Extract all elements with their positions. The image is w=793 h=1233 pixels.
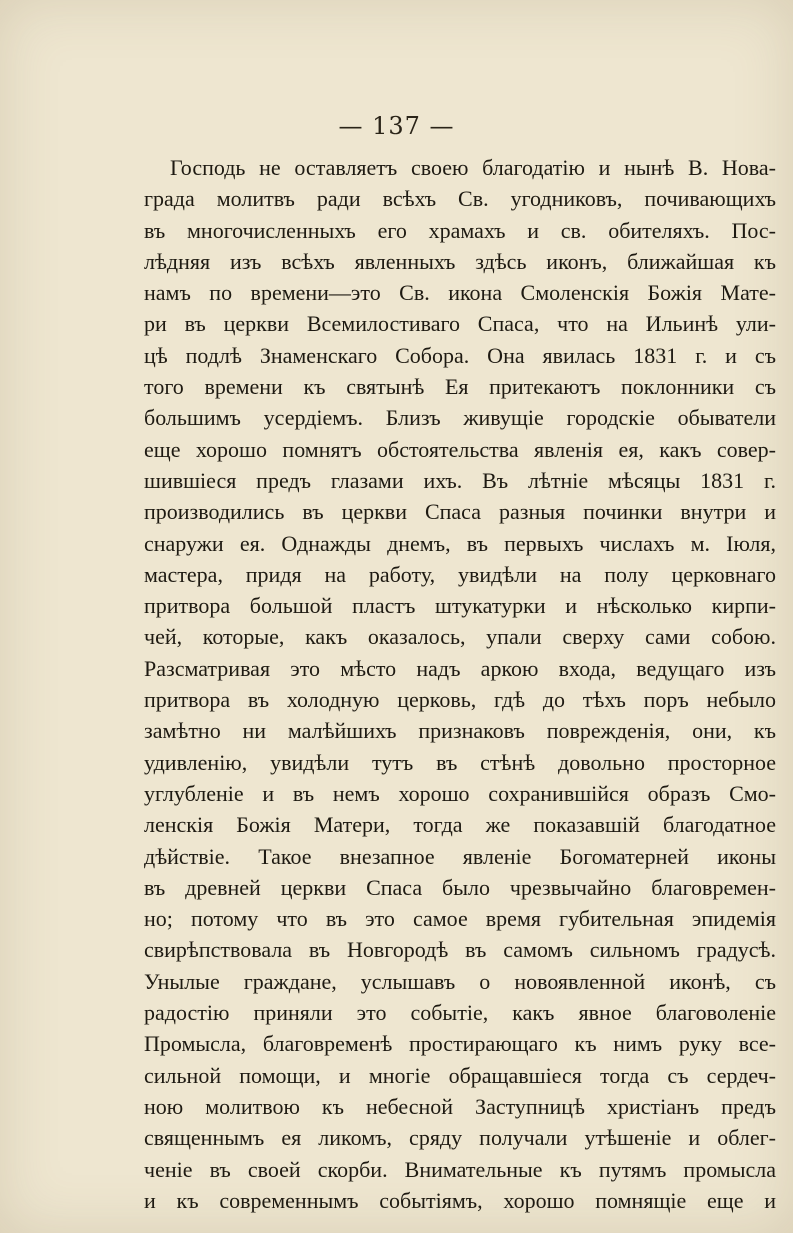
text-line: лѣдняя изъ всѣхъ явленныхъ здѣсь иконъ, ближайшая къ (144, 248, 776, 274)
text-line: цѣ подлѣ Знаменскаго Собора. Она явилась 1831 г. и съ (144, 342, 776, 368)
text-line: въ многочисленныхъ его храмахъ и св. обителяхъ. Пос- (144, 217, 776, 243)
page-number: — 137 — (338, 112, 455, 140)
text-line: Разсматривая это мѣсто надъ аркою входа, ведущаго изъ (144, 655, 776, 681)
text-line: дѣйствіе. Такое внезапное явленіе Богоматерней иконы (144, 843, 776, 869)
text-line: радостію приняли это событіе, какъ явное благоволеніе (144, 1000, 776, 1026)
text-line: Унылые граждане, услышавъ о новоявленной иконѣ, съ (144, 968, 776, 994)
text-line: священнымъ ея ликомъ, сряду получали утѣшеніе и облег- (144, 1125, 776, 1151)
text-line: ри въ церкви Всемилостиваго Спаса, что на Ильинѣ ули- (144, 311, 776, 337)
text-line: того времени къ святынѣ Ея притекаютъ поклонники съ (144, 374, 776, 400)
text-line: углубленіе и въ немъ хорошо сохранившійся образъ Смо- (144, 780, 776, 806)
text-line: Господь не оставляетъ своею благодатію и нынѣ В. Нова- (170, 155, 776, 180)
text-line: ною молитвою къ небесной Заступницѣ христіанъ предъ (144, 1093, 776, 1119)
text-line: града молитвъ ради всѣхъ Св. угодниковъ, почивающихъ (144, 186, 776, 212)
text-line: мастера, придя на работу, увидѣли на полу церковнаго (144, 561, 776, 587)
text-line: снаружи ея. Однажды днемъ, въ первыхъ числахъ м. Іюля, (144, 530, 776, 556)
text-line: притвора большой пластъ штукатурки и нѣсколько кирпи- (144, 593, 776, 619)
text-line: производились въ церкви Спаса разныя починки внутри и (144, 499, 776, 525)
text-line: притвора въ холодную церковь, гдѣ до тѣхъ поръ небыло (144, 687, 776, 713)
text-line: и къ современнымъ событіямъ, хорошо помнящіе еще и (144, 1187, 776, 1213)
text-line: ченіе въ своей скорби. Внимательные къ путямъ промысла (144, 1156, 776, 1182)
text-line: ленскія Божія Матери, тогда же показавшій благодатное (144, 812, 776, 838)
text-line: замѣтно ни малѣйшихъ признаковъ поврежденія, они, къ (144, 718, 776, 744)
text-line: удивленію, увидѣли тутъ въ стѣнѣ довольно просторное (144, 749, 776, 775)
text-line: еще хорошо помнятъ обстоятельства явленія ея, какъ совер- (144, 436, 776, 462)
text-line: въ древней церкви Спаса было чрезвычайно благовремен- (144, 874, 776, 900)
text-line: чей, которые, какъ оказалось, упали сверху сами собою. (144, 624, 776, 650)
text-line: намъ по времени—это Св. икона Смоленскія Божія Мате- (144, 280, 776, 306)
text-line: сильной помощи, и многіе обращавшіеся тогда съ сердеч- (144, 1062, 776, 1088)
body-text (144, 152, 776, 1216)
text-line: Промысла, благовременѣ простирающаго къ нимъ руку все- (144, 1031, 776, 1057)
text-line: но; потому что въ это самое время губительная эпидемія (144, 906, 776, 932)
text-line: большимъ усердіемъ. Близъ живущіе городскіе обыватели (144, 405, 776, 431)
text-line: шившіеся предъ глазами ихъ. Въ лѣтніе мѣсяцы 1831 г. (144, 467, 776, 493)
text-line: свирѣпствовала въ Новгородѣ въ самомъ сильномъ градусѣ. (144, 937, 776, 963)
